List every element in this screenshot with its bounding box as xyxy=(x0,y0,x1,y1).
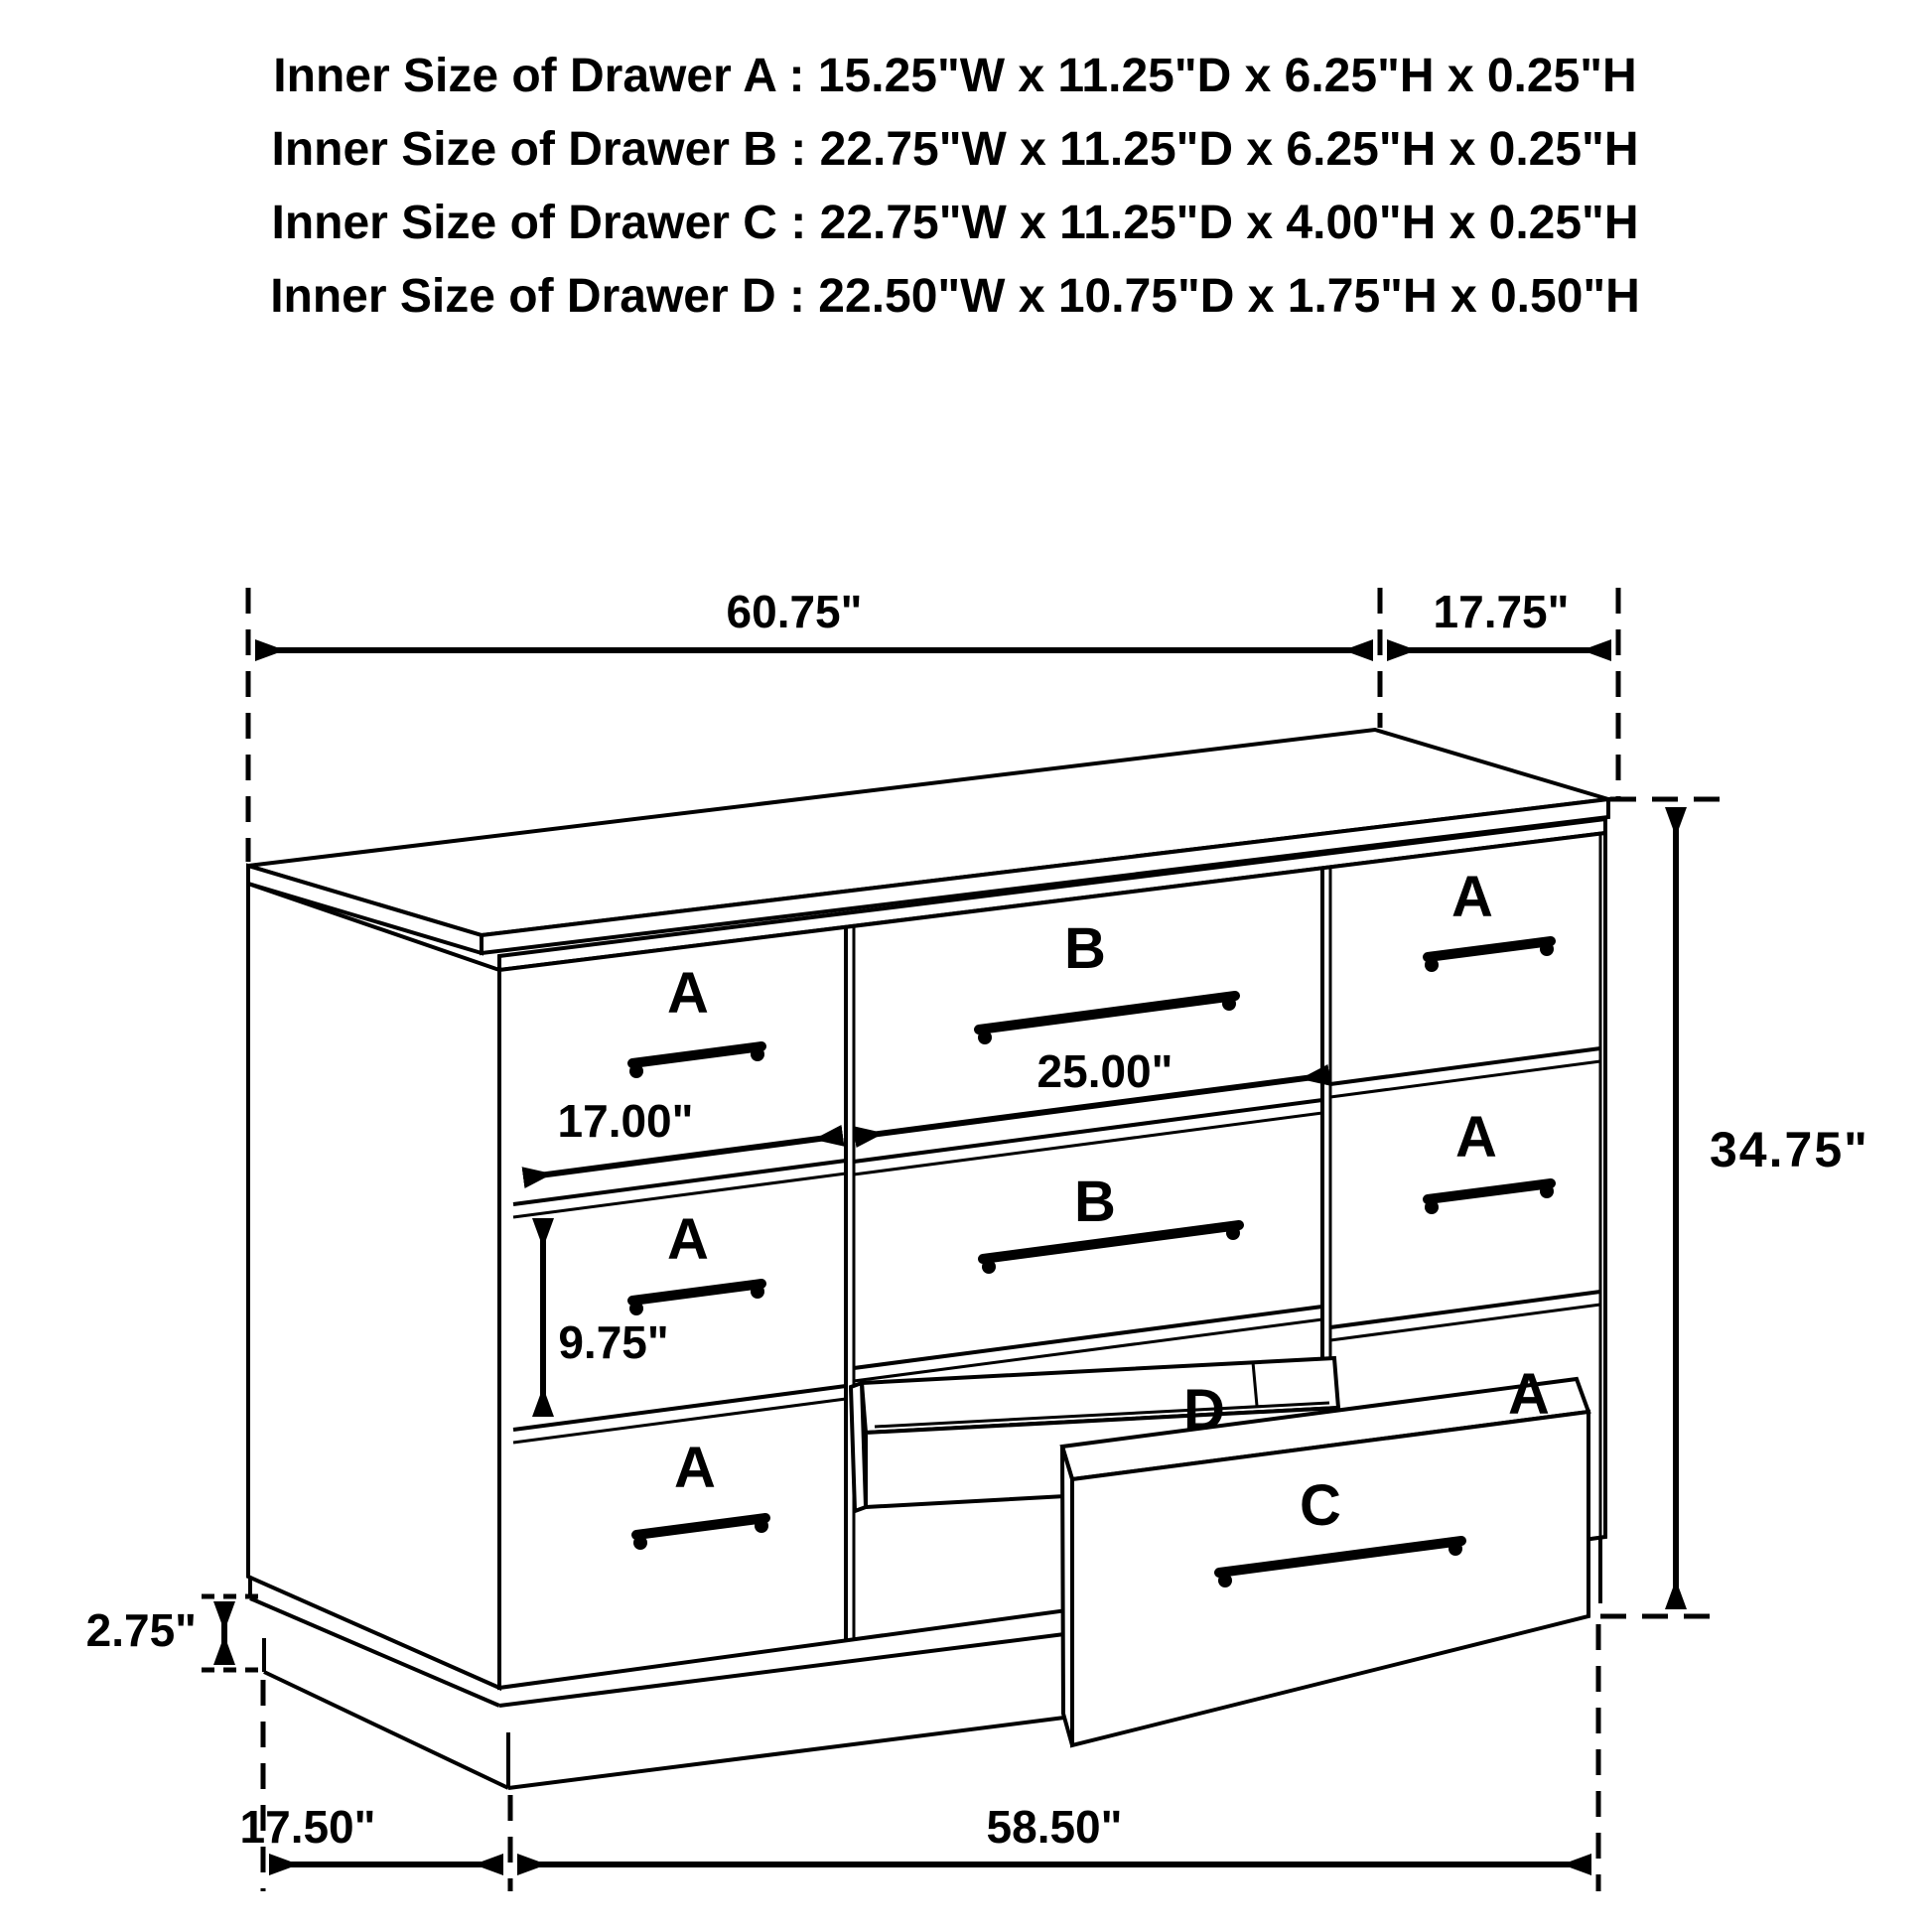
label-drawer-a6: A xyxy=(1508,1362,1550,1427)
handle-end xyxy=(982,1260,996,1274)
handle-end xyxy=(629,1302,643,1315)
dim-text-base-height: 2.75" xyxy=(85,1604,197,1656)
handle-end xyxy=(1449,1542,1462,1556)
dim-text-drawer-a-width: 17.00" xyxy=(557,1095,694,1147)
handle-end xyxy=(751,1047,764,1061)
dim-text-base-side: 17.50" xyxy=(239,1801,376,1853)
label-drawer-a3: A xyxy=(674,1436,716,1500)
label-drawer-a2: A xyxy=(667,1207,709,1272)
handle-end xyxy=(1425,1200,1439,1214)
label-drawer-d: D xyxy=(1183,1378,1225,1443)
handle-end xyxy=(1226,1226,1240,1240)
spec-line-drawer-d: Inner Size of Drawer D : 22.50"W x 10.75"D x 1.75"H x 0.50"H xyxy=(270,270,1640,323)
handle-end xyxy=(755,1519,768,1533)
label-drawer-a4: A xyxy=(1451,865,1493,929)
spec-line-drawer-b: Inner Size of Drawer B : 22.75"W x 11.25"D x 6.25"H x 0.25"H xyxy=(271,123,1639,176)
dim-text-base-width: 58.50" xyxy=(986,1801,1123,1853)
handle-end xyxy=(1222,997,1236,1011)
drawer-d-left-side xyxy=(851,1383,866,1511)
label-drawer-c: C xyxy=(1300,1473,1341,1538)
dresser-drawing xyxy=(248,730,1608,1788)
handle-end xyxy=(633,1536,647,1550)
plinth-front-bottom-edge xyxy=(508,1717,1072,1788)
label-drawer-b2: B xyxy=(1074,1170,1116,1234)
dim-text-top-side: 17.75" xyxy=(1433,586,1570,637)
dim-text-height: 34.75" xyxy=(1710,1122,1869,1177)
label-drawer-a5: A xyxy=(1455,1105,1497,1170)
spec-line-drawer-a: Inner Size of Drawer A : 15.25"W x 11.25"D x 6.25"H x 0.25"H xyxy=(273,50,1637,102)
spec-line-drawer-c: Inner Size of Drawer C : 22.75"W x 11.25"D x 4.00"H x 0.25"H xyxy=(271,197,1639,249)
label-drawer-a1: A xyxy=(667,961,709,1026)
handle-end xyxy=(1540,942,1554,956)
label-drawer-b1: B xyxy=(1064,916,1106,981)
handle-end xyxy=(1425,958,1439,972)
drawer-c-left-side xyxy=(1062,1447,1072,1745)
handle-end xyxy=(1540,1184,1554,1198)
plinth-bottom-left-edge xyxy=(264,1672,508,1788)
dim-text-top-width: 60.75" xyxy=(726,586,863,637)
dim-text-drawer-b-width: 25.00" xyxy=(1036,1045,1173,1097)
left-side-panel xyxy=(248,884,499,1688)
inner-size-spec-block xyxy=(270,50,1640,323)
handle-end xyxy=(751,1285,764,1299)
handle-end xyxy=(978,1031,992,1044)
handle-end xyxy=(629,1064,643,1078)
dim-text-stack-height: 9.75" xyxy=(558,1316,669,1368)
handle-end xyxy=(1218,1574,1232,1587)
